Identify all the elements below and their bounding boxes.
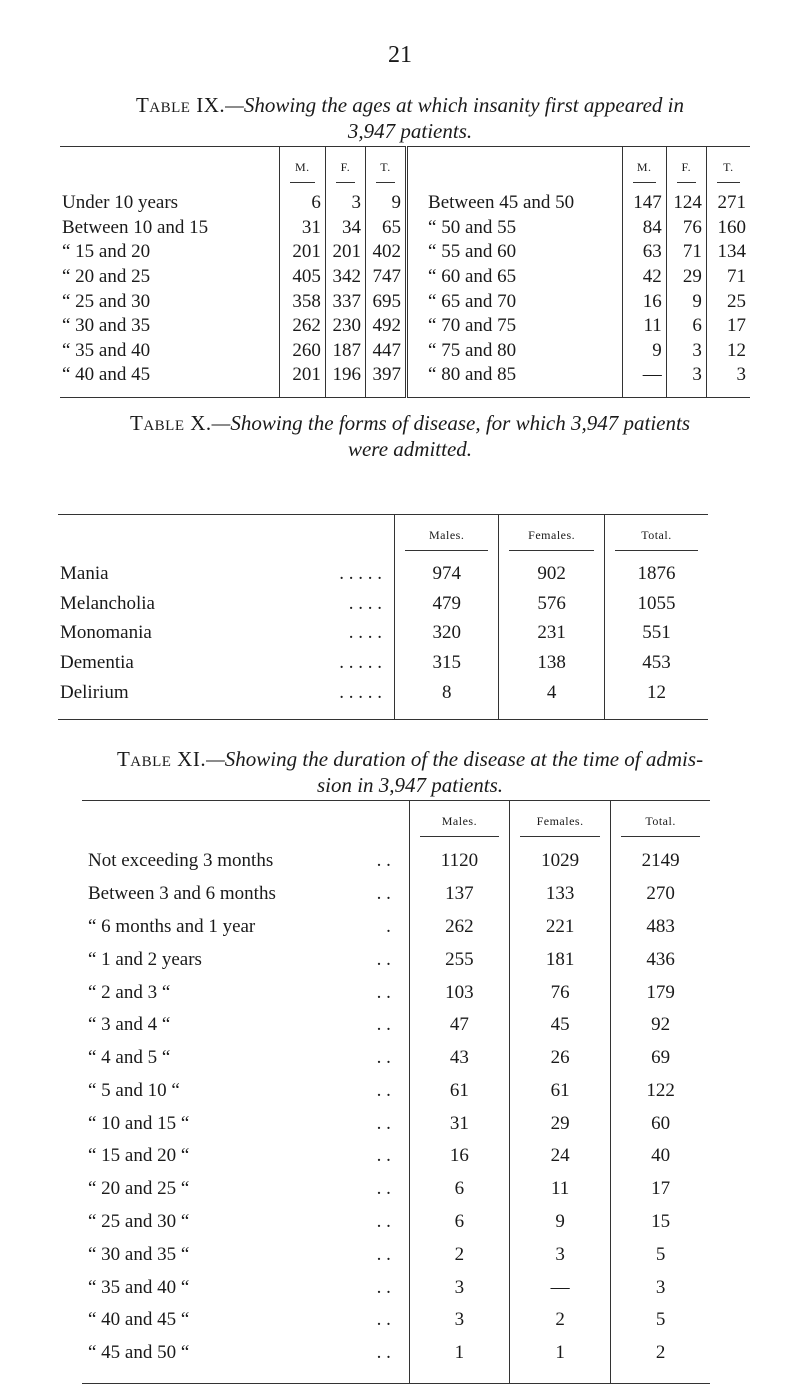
table-row [82, 1238, 710, 1271]
total-value: 17 [706, 314, 750, 339]
row-label: “ 65 and 70 [407, 289, 623, 314]
males-value: 358 [279, 289, 325, 314]
table11-header-females: Females. [510, 801, 611, 846]
males-value: 479 [394, 589, 498, 619]
total-value: 17 [611, 1173, 710, 1206]
males-value: 1120 [409, 845, 509, 878]
table-row [82, 1337, 710, 1370]
males-value: 47 [409, 1009, 509, 1042]
males-value: 262 [409, 911, 509, 944]
row-label: “ 70 and 75 [407, 314, 623, 339]
table9-header-m-left: M. [279, 147, 325, 192]
males-value: 9 [622, 338, 666, 363]
table10-header-row [58, 515, 708, 560]
table10-label: Table X. [130, 411, 212, 435]
duration-label: Between 3 and 6 months [88, 883, 276, 905]
row-label [58, 678, 394, 708]
row-label [82, 1271, 409, 1304]
row-label [82, 1042, 409, 1075]
duration-label: “ 3 and 4 “ [88, 1014, 171, 1036]
table9-title [60, 92, 760, 144]
males-value: 3 [409, 1304, 509, 1337]
total-value: 695 [365, 289, 406, 314]
leader-dots: . . . . . [339, 651, 382, 673]
leader-dots: . . [376, 1079, 391, 1101]
females-value: 181 [510, 943, 611, 976]
females-value: 3 [666, 338, 706, 363]
leader-dots: . . [376, 1145, 391, 1167]
males-value: 6 [409, 1173, 509, 1206]
row-label [82, 976, 409, 1009]
males-value: 315 [394, 648, 498, 678]
row-label [82, 1140, 409, 1173]
table-row [82, 1042, 710, 1075]
total-value: 551 [604, 618, 708, 648]
males-value: 31 [279, 216, 325, 241]
females-value: 2 [510, 1304, 611, 1337]
males-value: 262 [279, 314, 325, 339]
row-label [58, 648, 394, 678]
females-value: 26 [510, 1042, 611, 1075]
leader-dots: . [386, 915, 391, 937]
row-label [82, 943, 409, 976]
table-row [82, 976, 710, 1009]
leader-dots: . . [376, 1112, 391, 1134]
leader-dots: . . . . . [339, 681, 382, 703]
row-label: Between 45 and 50 [407, 191, 623, 216]
row-label [58, 618, 394, 648]
table11-desc: —Showing the duration of the disease at the time of admis- [206, 747, 704, 771]
leader-dots: . . [376, 1243, 391, 1265]
females-value: 45 [510, 1009, 611, 1042]
females-value: 29 [510, 1107, 611, 1140]
table10 [58, 514, 708, 720]
row-label [82, 1009, 409, 1042]
table-row [82, 845, 710, 878]
row-label: “ 55 and 60 [407, 240, 623, 265]
males-value: 63 [622, 240, 666, 265]
total-value: 397 [365, 363, 406, 388]
leader-dots: . . [376, 1178, 391, 1200]
row-label [82, 1238, 409, 1271]
females-value: 61 [510, 1074, 611, 1107]
total-value: 5 [611, 1304, 710, 1337]
females-value: 4 [499, 678, 604, 708]
females-value: 11 [510, 1173, 611, 1206]
table-row [82, 1271, 710, 1304]
page-number: 21 [388, 42, 412, 68]
table9-header-t-left: T. [365, 147, 406, 192]
males-value: 16 [622, 289, 666, 314]
row-label: “ 80 and 85 [407, 363, 623, 388]
table-row [60, 314, 750, 339]
table-row [82, 1173, 710, 1206]
males-value: 320 [394, 618, 498, 648]
leader-dots: . . [376, 1276, 391, 1298]
total-value: 447 [365, 338, 406, 363]
females-value: 34 [325, 216, 365, 241]
table11 [82, 800, 710, 1384]
total-value: 1055 [604, 589, 708, 619]
leader-dots: . . . . [348, 592, 382, 614]
row-label [82, 911, 409, 944]
disease-name: Melancholia [60, 592, 155, 614]
leader-dots: . . . . [348, 622, 382, 644]
leader-dots: . . [376, 1014, 391, 1036]
males-value: 2 [409, 1238, 509, 1271]
disease-name: Mania [60, 562, 109, 584]
total-value: 65 [365, 216, 406, 241]
duration-label: “ 30 and 35 “ [88, 1243, 190, 1265]
table-row [60, 216, 750, 241]
males-value: 42 [622, 265, 666, 290]
table-row [58, 648, 708, 678]
males-value: 405 [279, 265, 325, 290]
row-label [82, 845, 409, 878]
total-value: 25 [706, 289, 750, 314]
table11-header-row [82, 801, 710, 846]
table-row [60, 265, 750, 290]
males-value: 255 [409, 943, 509, 976]
leader-dots: . . [376, 850, 391, 872]
table-row [82, 1009, 710, 1042]
males-value: 201 [279, 240, 325, 265]
table-row [60, 363, 750, 388]
row-label: Between 10 and 15 [62, 216, 209, 238]
duration-label: “ 6 months and 1 year [88, 915, 256, 937]
table-row [60, 289, 750, 314]
total-value: 436 [611, 943, 710, 976]
row-label: “ 35 and 40 [62, 339, 151, 361]
table-row [58, 559, 708, 589]
males-value: 31 [409, 1107, 509, 1140]
females-value: 196 [325, 363, 365, 388]
total-value: 179 [611, 976, 710, 1009]
males-value: 260 [279, 338, 325, 363]
table-row [60, 338, 750, 363]
males-value: 84 [622, 216, 666, 241]
males-value: 6 [409, 1206, 509, 1239]
table-row [82, 943, 710, 976]
row-label: “ 30 and 35 [62, 315, 151, 337]
females-value: 231 [499, 618, 604, 648]
disease-name: Monomania [60, 622, 152, 644]
total-value: 492 [365, 314, 406, 339]
total-value: 2 [611, 1337, 710, 1370]
total-value: 12 [706, 338, 750, 363]
leader-dots: . . [376, 948, 391, 970]
total-value: 92 [611, 1009, 710, 1042]
total-value: 1876 [604, 559, 708, 589]
duration-label: Not exceeding 3 months [88, 850, 274, 872]
table9-header-f-left: F. [325, 147, 365, 192]
females-value: 902 [499, 559, 604, 589]
duration-label: “ 25 and 30 “ [88, 1210, 190, 1232]
total-value: 9 [365, 191, 406, 216]
total-value: 3 [706, 363, 750, 388]
leader-dots: . . [376, 1047, 391, 1069]
table-row [58, 678, 708, 708]
total-value: 12 [604, 678, 708, 708]
leader-dots: . . [376, 1309, 391, 1331]
total-value: 69 [611, 1042, 710, 1075]
leader-dots: . . . . . [339, 562, 382, 584]
total-value: 160 [706, 216, 750, 241]
males-value: 11 [622, 314, 666, 339]
total-value: 2149 [611, 845, 710, 878]
females-value: 3 [510, 1238, 611, 1271]
duration-label: “ 1 and 2 years [88, 948, 202, 970]
total-value: 271 [706, 191, 750, 216]
leader-dots: . . [376, 1342, 391, 1364]
disease-name: Delirium [60, 681, 129, 703]
row-label: “ 25 and 30 [62, 290, 151, 312]
leader-dots: . . [376, 883, 391, 905]
leader-dots: . . [376, 1210, 391, 1232]
row-label [58, 559, 394, 589]
females-value: 1029 [510, 845, 611, 878]
total-value: 71 [706, 265, 750, 290]
table-row [58, 618, 708, 648]
males-value: 147 [622, 191, 666, 216]
table9-header-row [60, 147, 750, 192]
row-label [82, 1337, 409, 1370]
row-label: “ 20 and 25 [62, 265, 151, 287]
total-value: 40 [611, 1140, 710, 1173]
table-row [60, 240, 750, 265]
total-value: 270 [611, 878, 710, 911]
females-value: 9 [510, 1206, 611, 1239]
table11-title [60, 746, 760, 798]
duration-label: “ 40 and 45 “ [88, 1309, 190, 1331]
row-label [82, 1173, 409, 1206]
males-value: — [622, 363, 666, 388]
males-value: 8 [394, 678, 498, 708]
females-value: 76 [666, 216, 706, 241]
table11-label: Table XI. [116, 747, 207, 771]
total-value: 747 [365, 265, 406, 290]
males-value: 103 [409, 976, 509, 1009]
duration-label: “ 2 and 3 “ [88, 981, 171, 1003]
females-value: 138 [499, 648, 604, 678]
table9-header-t-right: T. [706, 147, 750, 192]
total-value: 15 [611, 1206, 710, 1239]
total-value: 122 [611, 1074, 710, 1107]
females-value: — [510, 1271, 611, 1304]
table9-desc: —Showing the ages at which insanity first appeared in [225, 93, 685, 117]
duration-label: “ 15 and 20 “ [88, 1145, 190, 1167]
females-value: 124 [666, 191, 706, 216]
females-value: 133 [510, 878, 611, 911]
table-row [82, 1304, 710, 1337]
table-row [82, 911, 710, 944]
duration-label: “ 20 and 25 “ [88, 1178, 190, 1200]
row-label: Under 10 years [62, 192, 179, 214]
duration-label: “ 5 and 10 “ [88, 1079, 180, 1101]
table10-header-males: Males. [394, 515, 498, 560]
row-label [58, 589, 394, 619]
table10-header-total: Total. [604, 515, 708, 560]
males-value: 61 [409, 1074, 509, 1107]
row-label: “ 60 and 65 [407, 265, 623, 290]
females-value: 576 [499, 589, 604, 619]
females-value: 187 [325, 338, 365, 363]
total-value: 134 [706, 240, 750, 265]
table10-desc: —Showing the forms of disease, for which 3,947 patients [211, 411, 690, 435]
females-value: 230 [325, 314, 365, 339]
females-value: 337 [325, 289, 365, 314]
females-value: 24 [510, 1140, 611, 1173]
table10-header-females: Females. [499, 515, 604, 560]
females-value: 29 [666, 265, 706, 290]
table-row [58, 589, 708, 619]
males-value: 3 [409, 1271, 509, 1304]
total-value: 483 [611, 911, 710, 944]
males-value: 6 [279, 191, 325, 216]
males-value: 1 [409, 1337, 509, 1370]
duration-label: “ 4 and 5 “ [88, 1047, 171, 1069]
females-value: 3 [325, 191, 365, 216]
total-value: 3 [611, 1271, 710, 1304]
males-value: 43 [409, 1042, 509, 1075]
table10-title [60, 410, 760, 462]
table10-desc-2: were admitted. [347, 437, 473, 461]
duration-label: “ 10 and 15 “ [88, 1112, 190, 1134]
duration-label: “ 45 and 50 “ [88, 1342, 190, 1364]
females-value: 342 [325, 265, 365, 290]
males-value: 16 [409, 1140, 509, 1173]
row-label: “ 75 and 80 [407, 338, 623, 363]
males-value: 974 [394, 559, 498, 589]
table11-header-total: Total. [611, 801, 710, 846]
disease-name: Dementia [60, 651, 134, 673]
table11-header-males: Males. [409, 801, 509, 846]
leader-dots: . . [376, 981, 391, 1003]
table-row [82, 1074, 710, 1107]
total-value: 60 [611, 1107, 710, 1140]
row-label [82, 1074, 409, 1107]
table9 [60, 146, 750, 398]
males-value: 201 [279, 363, 325, 388]
females-value: 201 [325, 240, 365, 265]
females-value: 71 [666, 240, 706, 265]
females-value: 3 [666, 363, 706, 388]
table9-desc-2: 3,947 patients. [347, 119, 473, 143]
table-row [60, 191, 750, 216]
table-row [82, 878, 710, 911]
females-value: 221 [510, 911, 611, 944]
row-label: “ 50 and 55 [407, 216, 623, 241]
row-label: “ 40 and 45 [62, 364, 151, 386]
duration-label: “ 35 and 40 “ [88, 1276, 190, 1298]
table-row [82, 1107, 710, 1140]
row-label: “ 15 and 20 [62, 241, 151, 263]
table-row [82, 1206, 710, 1239]
total-value: 5 [611, 1238, 710, 1271]
table11-desc-2: sion in 3,947 patients. [316, 773, 504, 797]
females-value: 9 [666, 289, 706, 314]
total-value: 402 [365, 240, 406, 265]
females-value: 1 [510, 1337, 611, 1370]
table9-label: Table IX. [135, 93, 226, 117]
table9-header-m-right: M. [622, 147, 666, 192]
row-label [82, 878, 409, 911]
table-row [82, 1140, 710, 1173]
row-label [82, 1206, 409, 1239]
table9-header-f-right: F. [666, 147, 706, 192]
row-label [82, 1304, 409, 1337]
total-value: 453 [604, 648, 708, 678]
row-label [82, 1107, 409, 1140]
females-value: 76 [510, 976, 611, 1009]
females-value: 6 [666, 314, 706, 339]
males-value: 137 [409, 878, 509, 911]
